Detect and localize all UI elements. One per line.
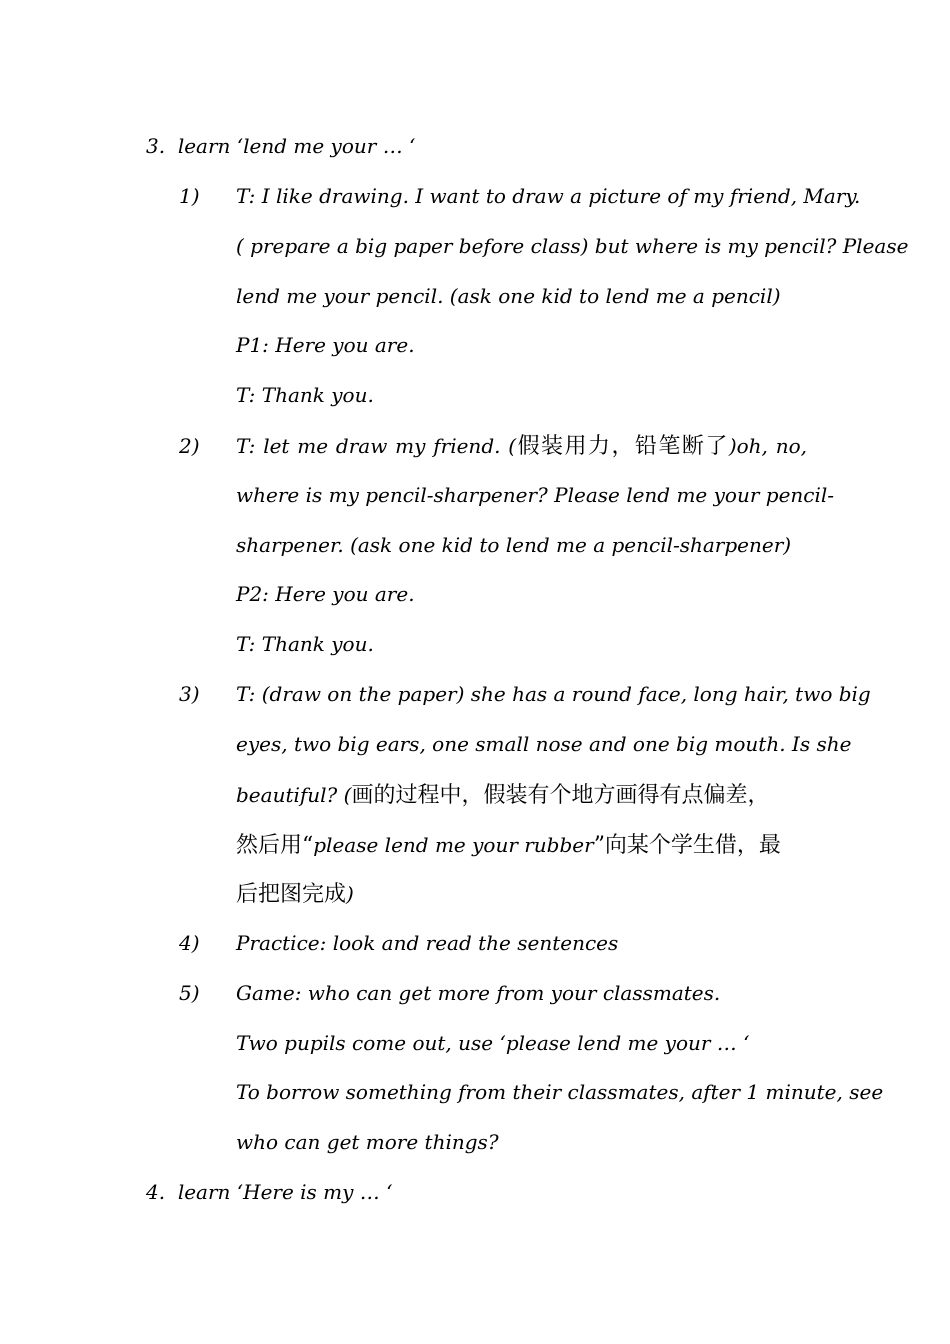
item-line: T: (draw on the paper) she has a round face, long hair, two big [236, 682, 871, 706]
item-number: 2) [179, 434, 200, 458]
item-line-text: beautiful? ( [236, 783, 352, 807]
item-line: where is my pencil-sharpener? Please lend me your pencil- [236, 483, 835, 507]
item-line: T: Thank you. [236, 632, 374, 656]
chinese-note: ”向某个学生借，最 [593, 833, 781, 858]
item-line: T: I like drawing. I want to draw a picture of my friend, Mary. [236, 184, 861, 208]
section-number: 3. [146, 134, 166, 158]
section-title: learn ‘Here is my … ‘ [177, 1180, 393, 1204]
item-number: 3) [179, 682, 200, 706]
item-line: P2: Here you are. [236, 582, 415, 606]
chinese-note: 然后用“ [236, 833, 314, 858]
section-heading [146, 132, 415, 160]
section-title: learn ‘lend me your … ‘ [177, 134, 416, 158]
item-line [236, 432, 807, 461]
item-line: To borrow something from their classmates, after 1 minute, see [236, 1080, 884, 1104]
section-number: 4. [146, 1180, 166, 1204]
item-line: who can get more things? [236, 1130, 499, 1154]
chinese-note: 画的过程中，假装有个地方画得有点偏差， [351, 783, 770, 808]
item-number: 1) [179, 184, 200, 208]
item-line-text: ) [346, 882, 354, 906]
item-line: Game: who can get more from your classmates. [236, 981, 721, 1005]
chinese-note: 假装用力，铅笔断了 [516, 434, 729, 459]
item-line-text: T: let me draw my friend. ( [236, 434, 517, 458]
item-line [236, 831, 781, 860]
item-number: 5) [179, 981, 200, 1005]
item-line: Two pupils come out, use ‘please lend me your … ‘ [236, 1031, 750, 1055]
item-line-text: )oh, no, [728, 434, 807, 458]
item-line: sharpener. (ask one kid to lend me a pencil-sharpener) [236, 533, 792, 557]
item-line-text: please lend me your rubber [313, 833, 594, 857]
item-line: ( prepare a big paper before class) but where is my pencil? Please [236, 234, 909, 258]
item-line [236, 781, 769, 810]
item-line: lend me your pencil. (ask one kid to lend me a pencil) [236, 284, 781, 308]
item-line: eyes, two big ears, one small nose and one big mouth. Is she [236, 732, 852, 756]
item-line: P1: Here you are. [236, 333, 415, 357]
chinese-note: 后把图完成 [236, 882, 347, 907]
item-line [236, 880, 354, 909]
item-line: T: Thank you. [236, 383, 374, 407]
section-heading [146, 1178, 393, 1206]
item-number: 4) [179, 931, 200, 955]
item-line: Practice: look and read the sentences [236, 931, 619, 955]
